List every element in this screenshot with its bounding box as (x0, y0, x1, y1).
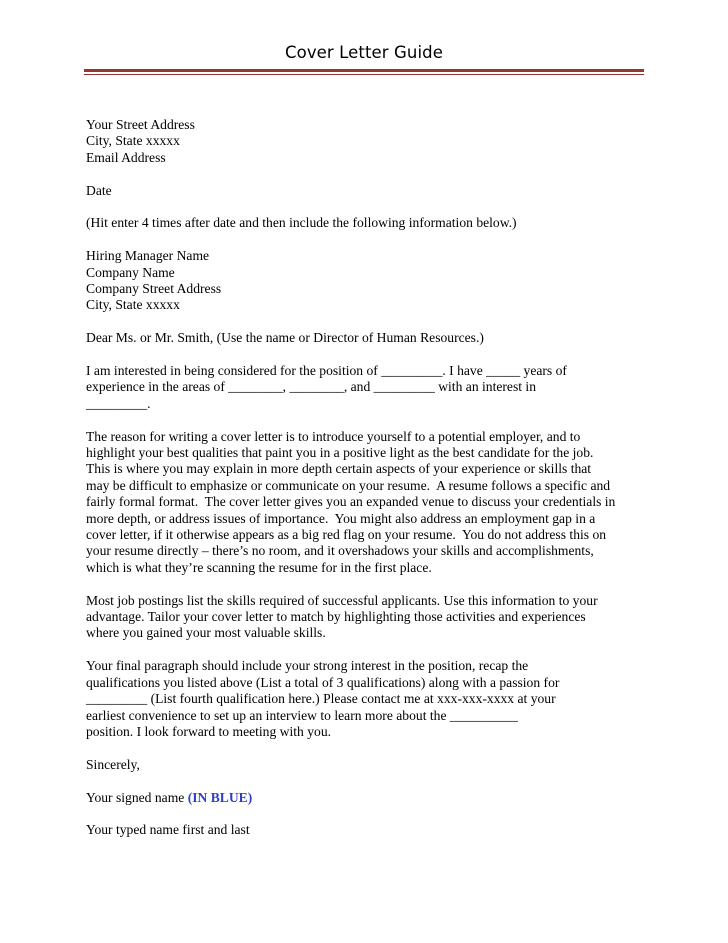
paragraph-line: where you gained your most valuable skills. (86, 625, 326, 641)
recipient-street: Company Street Address (86, 281, 222, 297)
paragraph-line: highlight your best qualities that paint you in a positive light as the best candidate for the job. (86, 445, 594, 461)
paragraph-line: cover letter, if it otherwise appears as a big red flag on your resume. You do not address this on (86, 527, 607, 543)
paragraph-line: fairly formal format. The cover letter gives you an expanded venue to discuss your credentials in (86, 494, 616, 510)
paragraph-line: Your final paragraph should include your strong interest in the position, recap the (86, 658, 529, 674)
paragraph-line: position. I look forward to meeting with you. (86, 723, 332, 739)
page-title: Cover Letter Guide (285, 43, 443, 62)
paragraph-line: _________. (86, 395, 151, 411)
paragraph-line: This is where you may explain in more depth certain aspects of your experience or skills that (86, 461, 592, 477)
paragraph-skills (86, 593, 646, 642)
paragraph-line: earliest convenience to set up an interview to learn more about the __________ (86, 707, 518, 723)
instruction-line: (Hit enter 4 times after date and then include the following information below.) (86, 215, 517, 231)
paragraph-line: _________ (List fourth qualification here.) Please contact me at xxx-xxx-xxxx at your (86, 691, 556, 707)
paragraph-line: qualifications you listed above (List a total of 3 qualifications) along with a passion for (86, 674, 560, 690)
recipient-city-state: City, State xxxxx (86, 297, 180, 313)
paragraph-interest (86, 363, 646, 412)
closing-line: Sincerely, (86, 756, 140, 772)
typed-name-line: Your typed name first and last (86, 822, 250, 838)
recipient-name: Hiring Manager Name (86, 248, 210, 264)
sender-street: Your Street Address (86, 117, 195, 132)
paragraph-line: your resume directly – there’s no room, and it overshadows your skills and accomplishments, (86, 543, 594, 559)
sender-email: Email Address (86, 149, 166, 165)
letter-body (86, 117, 646, 839)
paragraph-line: may be difficult to emphasize or communicate on your resume. A resume follows a specific and (86, 477, 611, 493)
header-rule-thin (84, 74, 644, 75)
paragraph-line: experience in the areas of ________, ________, and _________ with an interest in (86, 379, 536, 395)
paragraph-line: which is what they’re scanning the resume for in the first place. (86, 559, 432, 575)
sender-city-state: City, State xxxxx (86, 133, 180, 149)
paragraph-line: I am interested in being considered for the position of _________. I have _____ years of (86, 363, 567, 379)
salutation: Dear Ms. or Mr. Smith, (Use the name or Director of Human Resources.) (86, 330, 484, 346)
paragraph-line: Most job postings list the skills required of successful applicants. Use this information to your (86, 592, 598, 608)
header-rule-thick (84, 69, 644, 72)
paragraph-purpose (86, 429, 646, 577)
signature-note: (IN BLUE) (187, 789, 253, 805)
paragraph-line: The reason for writing a cover letter is to introduce yourself to a potential employer, and to (86, 428, 581, 444)
sender-address (86, 117, 646, 166)
recipient-address (86, 248, 646, 314)
paragraph-line: advantage. Tailor your cover letter to match by highlighting those activities and experiences (86, 609, 586, 625)
recipient-company: Company Name (86, 264, 175, 280)
paragraph-closing (86, 658, 646, 740)
date-line: Date (86, 182, 112, 198)
paragraph-line: more depth, or address issues of importance. You might also address an employment gap in a (86, 510, 596, 526)
signature-label: Your signed name (86, 789, 188, 805)
signature-line (86, 790, 646, 806)
